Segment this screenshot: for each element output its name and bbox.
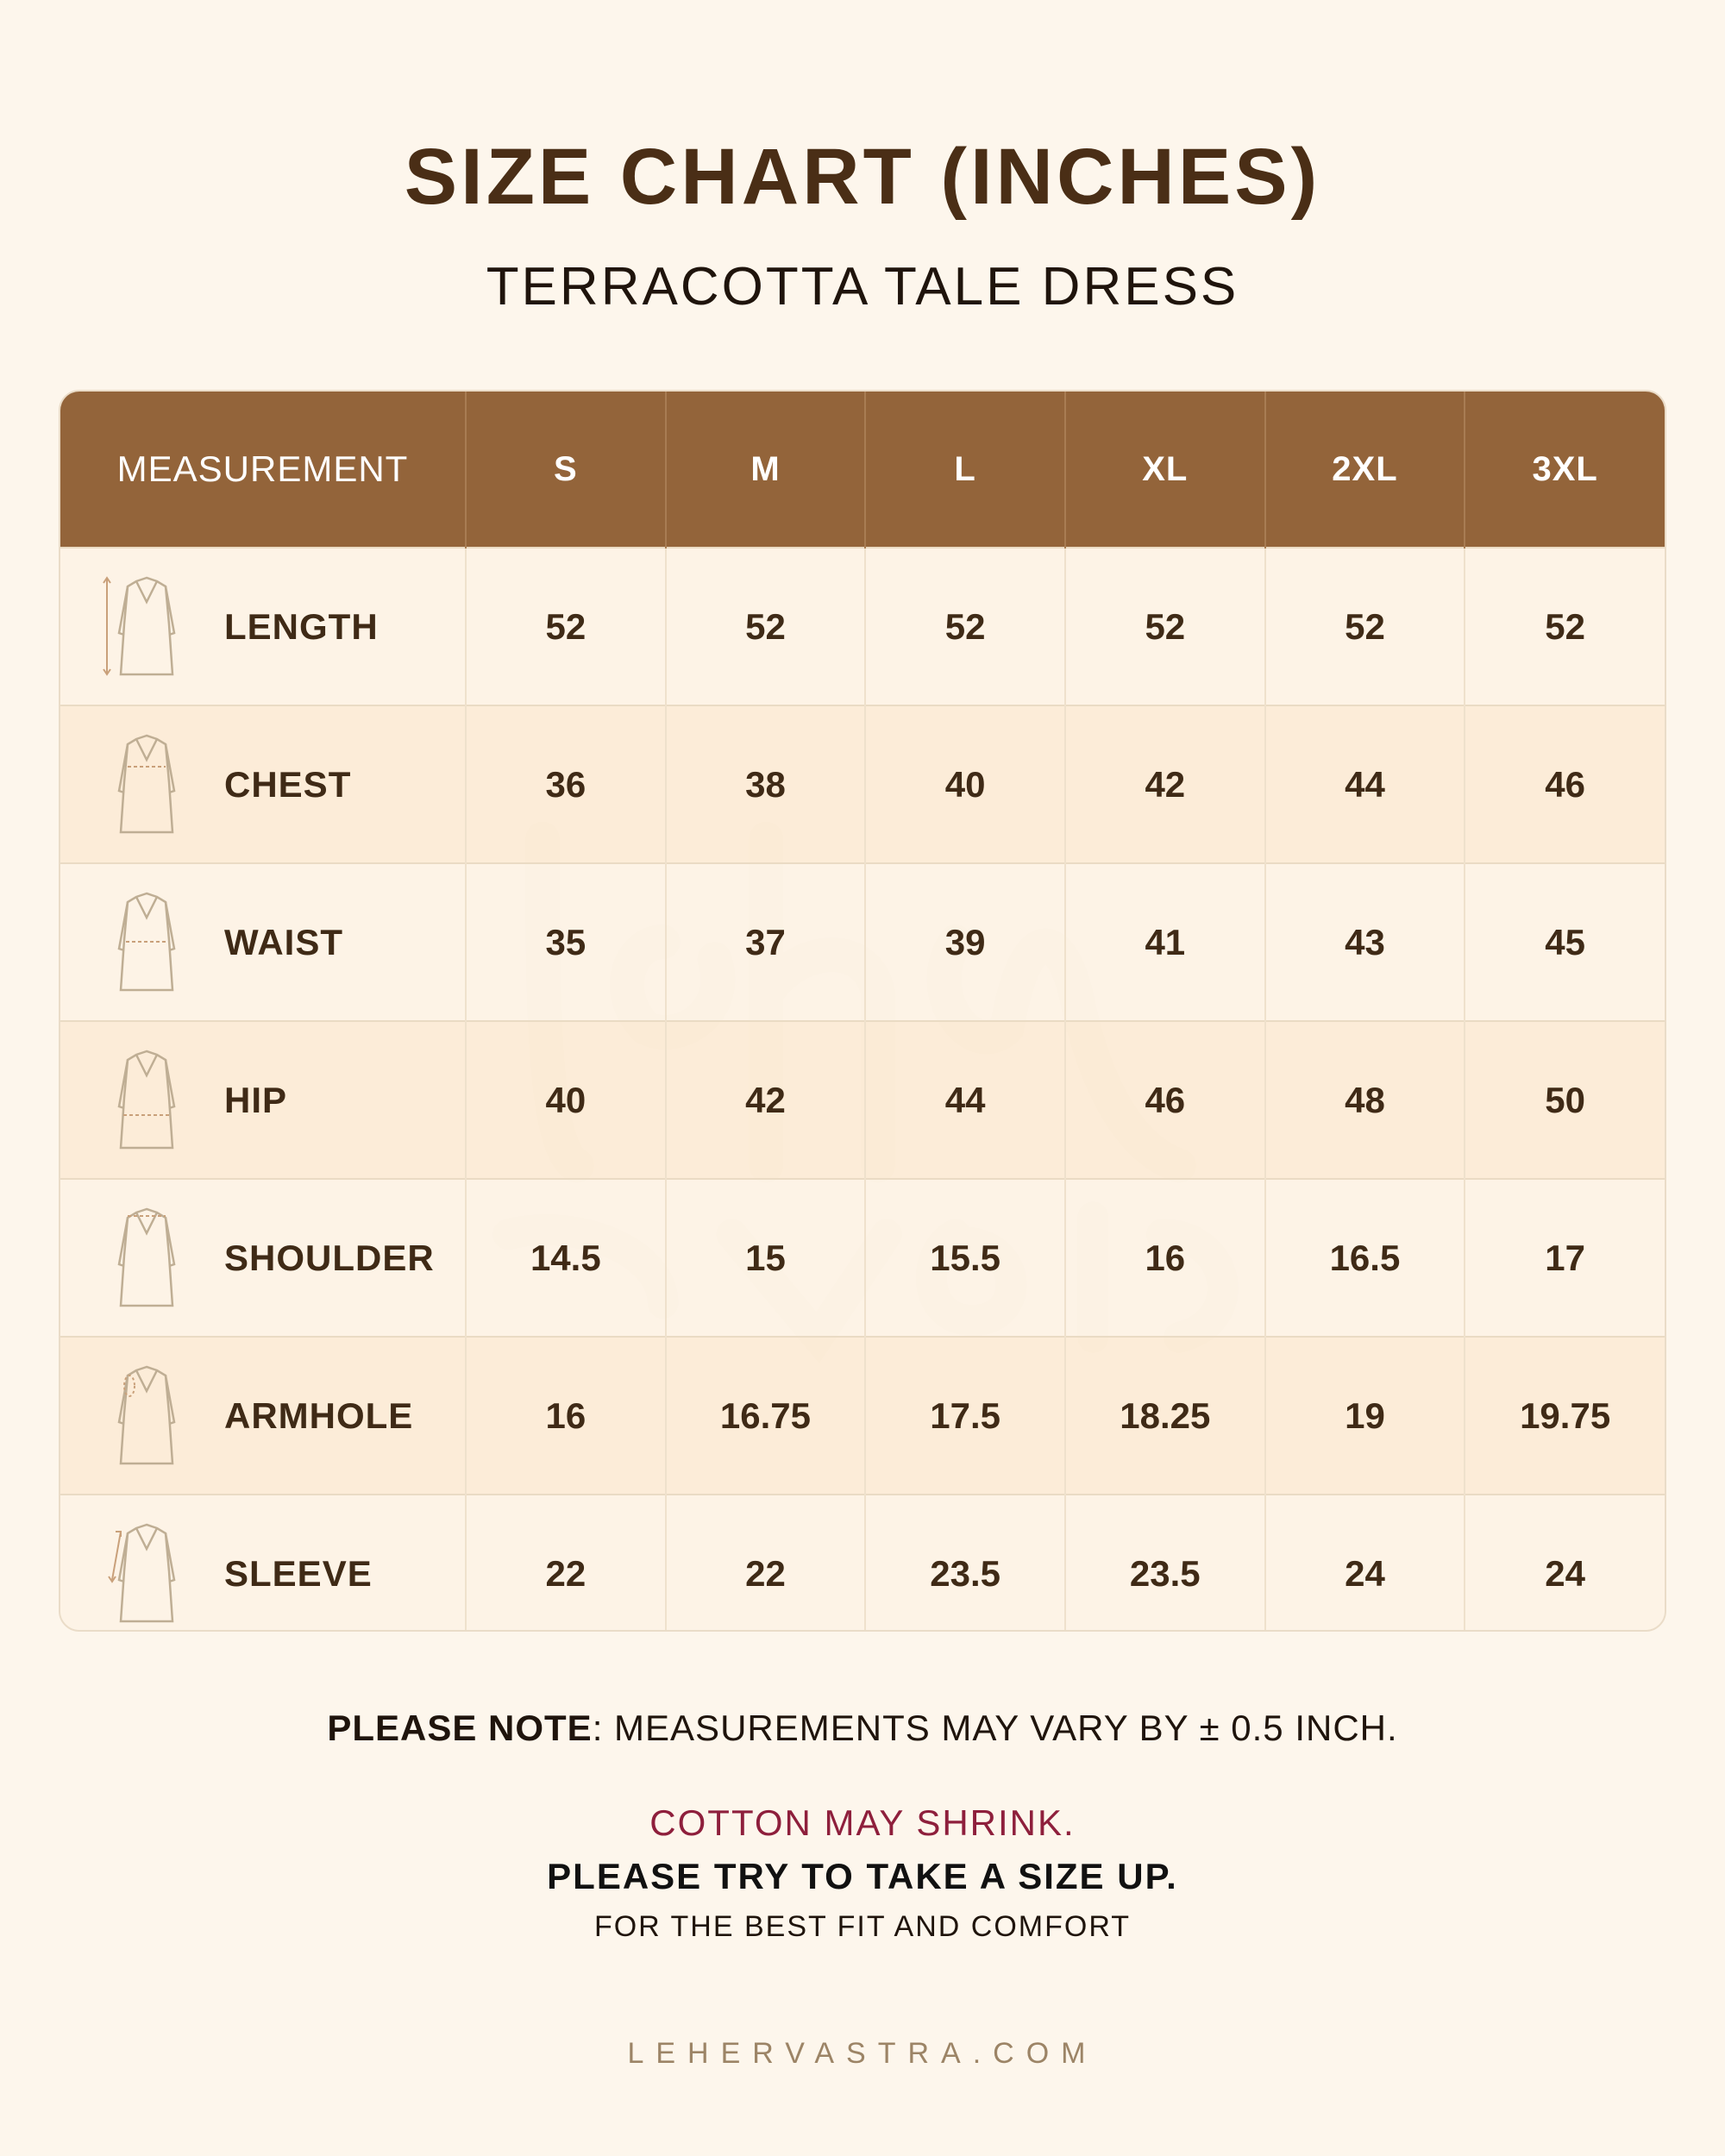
dress-shoulder-icon bbox=[95, 1204, 198, 1312]
cell-value: 15.5 bbox=[865, 1179, 1065, 1337]
cell-value: 22 bbox=[466, 1495, 666, 1632]
row-label: WAIST bbox=[224, 921, 343, 962]
header-size-m: M bbox=[666, 392, 866, 548]
table-row bbox=[60, 1179, 1665, 1337]
size-chart-table bbox=[59, 390, 1666, 1632]
row-label: SLEEVE bbox=[224, 1552, 373, 1594]
dress-sleeve-icon bbox=[95, 1520, 198, 1627]
table-header-row bbox=[60, 392, 1665, 548]
cell-value: 16 bbox=[1065, 1179, 1265, 1337]
cell-value: 42 bbox=[1065, 705, 1265, 863]
cell-value: 24 bbox=[1265, 1495, 1465, 1632]
measurement-cell bbox=[60, 1021, 466, 1179]
page-title: SIZE CHART (INCHES) bbox=[404, 133, 1321, 221]
cell-value: 41 bbox=[1065, 863, 1265, 1021]
cell-value: 52 bbox=[466, 548, 666, 705]
table-row bbox=[60, 1021, 1665, 1179]
row-label: LENGTH bbox=[224, 605, 379, 647]
table-row bbox=[60, 1495, 1665, 1632]
cell-value: 43 bbox=[1265, 863, 1465, 1021]
size-table bbox=[60, 392, 1665, 1632]
cell-value: 23.5 bbox=[865, 1495, 1065, 1632]
cell-value: 23.5 bbox=[1065, 1495, 1265, 1632]
table-row bbox=[60, 863, 1665, 1021]
measurement-cell bbox=[60, 1495, 466, 1632]
cell-value: 52 bbox=[666, 548, 866, 705]
note-label: PLEASE NOTE bbox=[327, 1708, 593, 1748]
cell-value: 22 bbox=[666, 1495, 866, 1632]
cell-value: 24 bbox=[1465, 1495, 1665, 1632]
cell-value: 44 bbox=[865, 1021, 1065, 1179]
cell-value: 52 bbox=[1465, 548, 1665, 705]
header-size-l: L bbox=[865, 392, 1065, 548]
cell-value: 16 bbox=[466, 1337, 666, 1495]
cell-value: 46 bbox=[1065, 1021, 1265, 1179]
cell-value: 36 bbox=[466, 705, 666, 863]
table-row bbox=[60, 705, 1665, 863]
dress-armhole-icon bbox=[95, 1362, 198, 1470]
cell-value: 44 bbox=[1265, 705, 1465, 863]
header-size-xl: XL bbox=[1065, 392, 1265, 548]
cell-value: 16.75 bbox=[666, 1337, 866, 1495]
cell-value: 50 bbox=[1465, 1021, 1665, 1179]
product-subtitle: TERRACOTTA TALE DRESS bbox=[486, 257, 1239, 317]
dress-hip-icon bbox=[95, 1046, 198, 1154]
cell-value: 48 bbox=[1265, 1021, 1465, 1179]
cell-value: 52 bbox=[1065, 548, 1265, 705]
cell-value: 38 bbox=[666, 705, 866, 863]
cell-value: 18.25 bbox=[1065, 1337, 1265, 1495]
cell-value: 17 bbox=[1465, 1179, 1665, 1337]
measurement-cell bbox=[60, 548, 466, 705]
measurement-cell bbox=[60, 705, 466, 863]
cell-value: 52 bbox=[865, 548, 1065, 705]
cell-value: 46 bbox=[1465, 705, 1665, 863]
row-label: ARMHOLE bbox=[224, 1395, 414, 1436]
row-label: SHOULDER bbox=[224, 1237, 435, 1278]
cell-value: 19.75 bbox=[1465, 1337, 1665, 1495]
dress-waist-icon bbox=[95, 888, 198, 996]
cell-value: 16.5 bbox=[1265, 1179, 1465, 1337]
cell-value: 35 bbox=[466, 863, 666, 1021]
cell-value: 52 bbox=[1265, 548, 1465, 705]
cell-value: 40 bbox=[865, 705, 1065, 863]
cell-value: 42 bbox=[666, 1021, 866, 1179]
cell-value: 37 bbox=[666, 863, 866, 1021]
best-fit-note: FOR THE BEST FIT AND COMFORT bbox=[593, 1910, 1132, 1943]
note-text: : MEASUREMENTS MAY VARY BY ± 0.5 INCH. bbox=[592, 1708, 1398, 1748]
website-link[interactable]: LEHERVASTRA.COM bbox=[627, 2037, 1098, 2070]
header-size-3xl: 3XL bbox=[1465, 392, 1665, 548]
cell-value: 39 bbox=[865, 863, 1065, 1021]
measurement-cell bbox=[60, 1337, 466, 1495]
shrink-warning: COTTON MAY SHRINK. bbox=[649, 1802, 1076, 1843]
header-size-2xl: 2XL bbox=[1265, 392, 1465, 548]
cell-value: 15 bbox=[666, 1179, 866, 1337]
cell-value: 40 bbox=[466, 1021, 666, 1179]
dress-chest-icon bbox=[95, 730, 198, 838]
row-label: CHEST bbox=[224, 763, 352, 805]
cell-value: 17.5 bbox=[865, 1337, 1065, 1495]
measurement-cell bbox=[60, 1179, 466, 1337]
cell-value: 45 bbox=[1465, 863, 1665, 1021]
measurement-note bbox=[0, 1708, 1725, 1749]
size-up-advice: PLEASE TRY TO TAKE A SIZE UP. bbox=[547, 1856, 1178, 1896]
header-size-s: S bbox=[466, 392, 666, 548]
table-row bbox=[60, 548, 1665, 705]
cell-value: 19 bbox=[1265, 1337, 1465, 1495]
measurement-cell bbox=[60, 863, 466, 1021]
cell-value: 14.5 bbox=[466, 1179, 666, 1337]
table-row bbox=[60, 1337, 1665, 1495]
row-label: HIP bbox=[224, 1079, 288, 1120]
dress-length-icon bbox=[95, 573, 198, 680]
header-measurement: MEASUREMENT bbox=[60, 392, 466, 548]
